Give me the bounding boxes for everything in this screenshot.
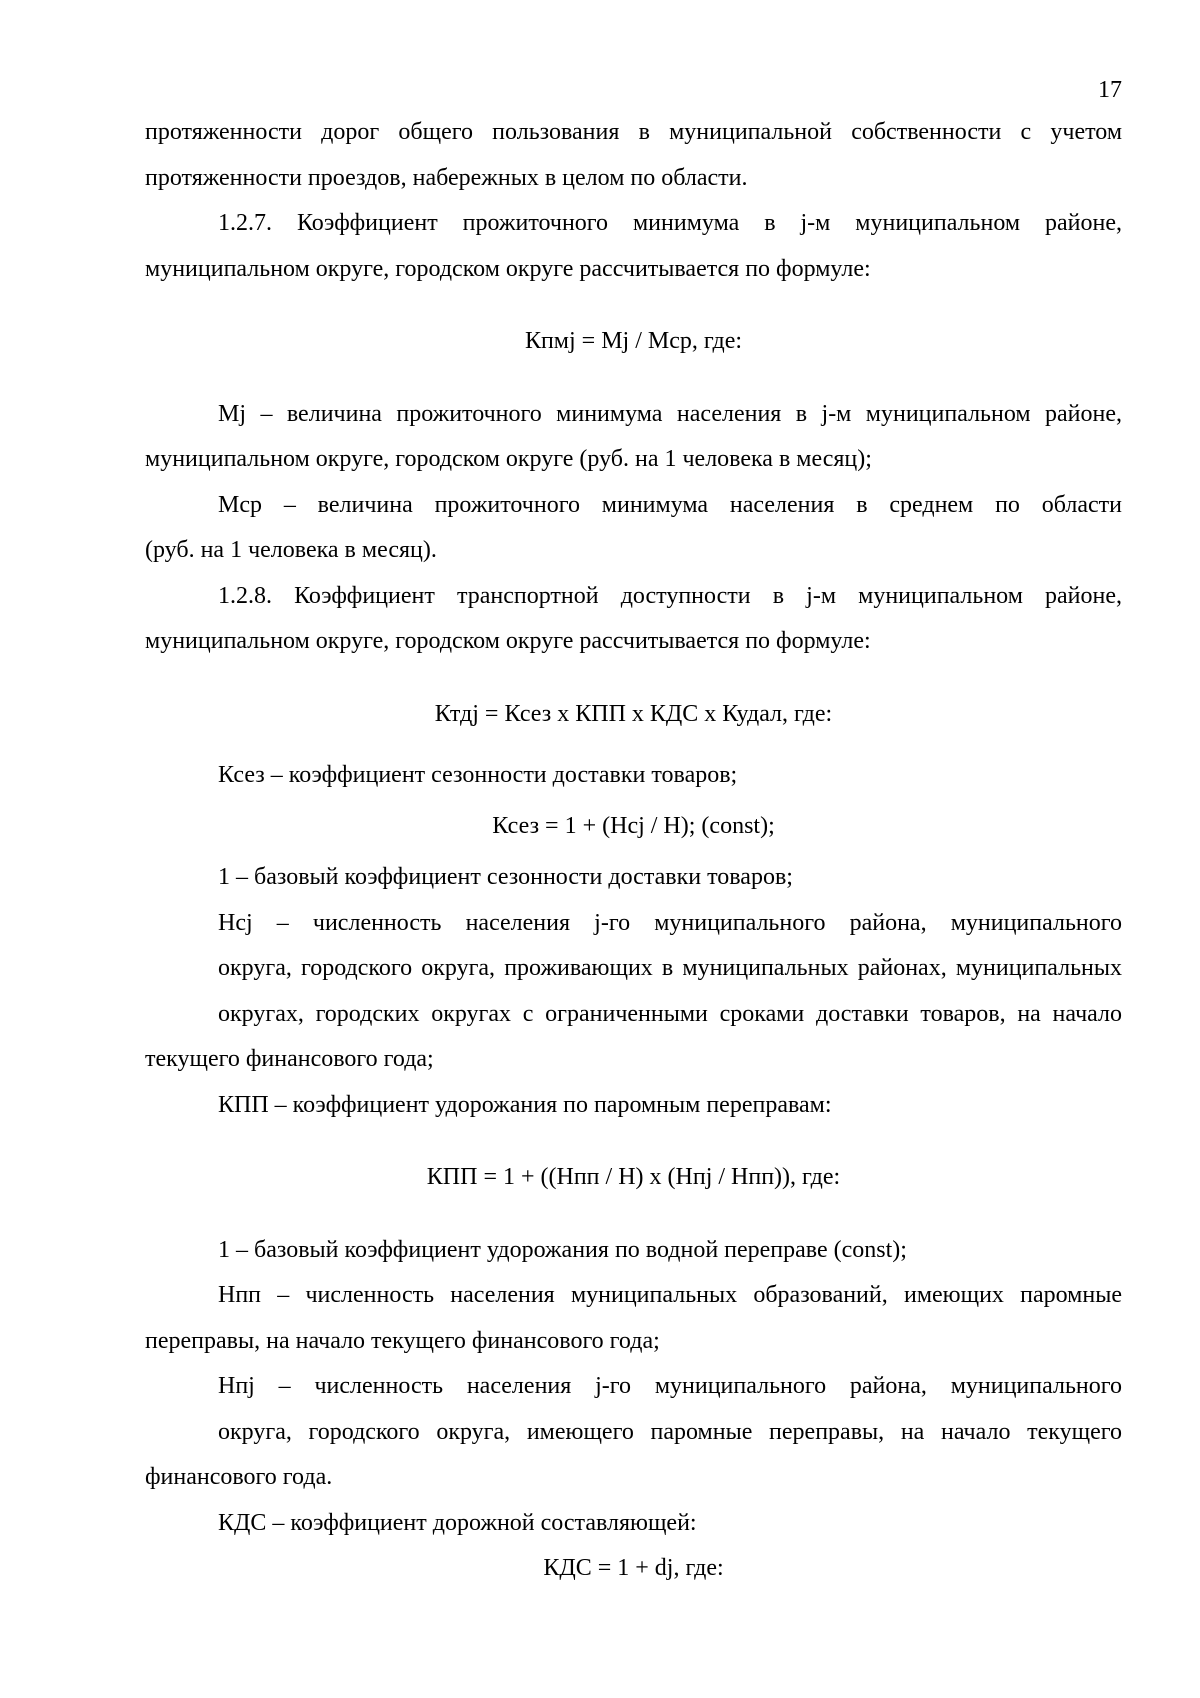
paragraph-npp-definition: Нпп – численность населения муниципальных образований, имеющих паромные переправы, на начало текущего финансового года;	[145, 1282, 1122, 1354]
formula-ferry-coefficient: КПП = 1 + ((Нпп / Н) х (Нпj / Нпп)), где:	[426, 1164, 841, 1190]
paragraph-transport-coefficient-intro: 1.2.8. Коэффициент транспортной доступности в j-м муниципальном районе, муниципальном округе, городском округе рассчитывается по формуле:	[145, 582, 1122, 654]
paragraph-road-length-continuation: протяженности дорог общего пользования в муниципальной собственности с учетом протяженности проездов, набережных в целом по области.	[145, 119, 1122, 191]
formula-seasonality-coefficient: Ксез = 1 + (Нсj / Н); (const);	[492, 812, 775, 839]
paragraph-base-seasonality: 1 – базовый коэффициент сезонности доставки товаров;	[218, 864, 793, 890]
paragraph-mcp-definition: Mcp – величина прожиточного минимума населения в среднем по области (руб. на 1 человека в месяц).	[145, 491, 1122, 563]
page-body	[145, 110, 1122, 1592]
paragraph-kpp-definition: КПП – коэффициент удорожания по паромным переправам:	[218, 1091, 832, 1118]
paragraph-mj-definition: Mj – величина прожиточного минимума населения в j-м муниципальном районе, муниципальном округе, городском округе (руб. на 1 человека в месяц);	[145, 400, 1122, 472]
paragraph-ncj-definition: Нсj – численность населения j-го муниципального района, муниципального округа, городского округа, проживающих в муниципальных районах, муниципальных округах, городских округах с ограниченными сроками доставки товаров, на начало текущего финансового года;	[145, 909, 1122, 1072]
formula-transport-accessibility: Ктдj = Ксез х КПП х КДС х Кудал, где:	[434, 700, 833, 727]
page-number: 17	[1098, 77, 1122, 103]
paragraph-kds-definition: КДС – коэффициент дорожной составляющей:	[218, 1509, 697, 1536]
paragraph-subsistence-coefficient-intro: 1.2.7. Коэффициент прожиточного минимума в j-м муниципальном районе, муниципальном округе, городском округе рассчитывается по формуле:	[145, 210, 1122, 282]
paragraph-kcez-definition: Ксез – коэффициент сезонности доставки товаров;	[218, 762, 738, 788]
paragraph-npj-definition: Нпj – численность населения j-го муниципального района, муниципального округа, городского округа, имеющего паромные переправы, на начало текущего финансового года.	[145, 1373, 1122, 1490]
formula-road-component: КДС = 1 + dj, где:	[543, 1555, 724, 1581]
formula-subsistence-coefficient: Кпмj = Mj / Mcp, где:	[524, 328, 743, 354]
paragraph-base-ferry: 1 – базовый коэффициент удорожания по водной переправе (const);	[218, 1236, 907, 1263]
